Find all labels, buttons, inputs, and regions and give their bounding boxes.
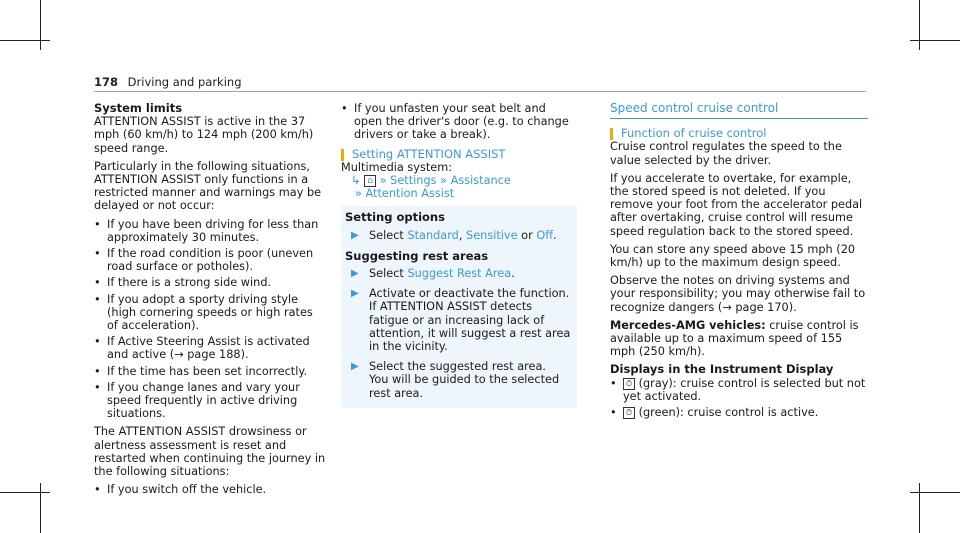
step: ▶ Select Suggest Rest Area. <box>351 267 515 281</box>
list-item: • If the road condition is poor (uneven road surface or potholes). <box>94 247 326 273</box>
list-item: • If you switch off the vehicle. <box>94 483 326 496</box>
step: ▶ Select the suggested rest area. You will be guided to the selected rest area. <box>351 360 560 400</box>
list-item: • ⏱ (gray): cruise control is selected but not yet activated. <box>610 377 868 403</box>
option-standard[interactable]: Standard <box>407 228 459 242</box>
home-icon[interactable]: ⌂ <box>364 175 376 187</box>
para-reset: The ATTENTION ASSIST drowsiness or alertness assessment is reset and restarted when continuing the journey in the following situations: <box>94 425 326 479</box>
list-item: • If the time has been set incorrectly. <box>94 365 326 378</box>
header-divider <box>94 91 866 92</box>
rest-heading: Suggesting rest areas <box>345 248 489 263</box>
chapter-title: Driving and parking <box>127 75 242 89</box>
left-column <box>94 102 326 501</box>
list-item: • ⏱ (green): cruise control is active. <box>610 406 868 419</box>
limits-list <box>94 218 326 421</box>
page-header <box>94 75 242 89</box>
nav-attention-assist[interactable]: Attention Assist <box>365 187 455 201</box>
option-sensitive[interactable]: Sensitive <box>466 228 518 242</box>
option-off[interactable]: Off <box>536 228 553 242</box>
list-item: • If Active Steering Assist is activated and active (→ page 188). <box>94 335 326 361</box>
section-title: Speed control cruise control <box>610 101 779 115</box>
system-limits-heading: System limits <box>94 101 183 115</box>
setting-heading: Setting ATTENTION ASSIST <box>341 148 577 161</box>
nav-assistance[interactable]: Assistance <box>450 174 511 188</box>
middle-column <box>341 102 577 408</box>
cruise-control-icon: ⏱ <box>623 407 635 419</box>
step-arrow-icon: ▶ <box>351 229 359 241</box>
return-arrow-icon: ↳ <box>351 174 361 188</box>
display-heading: Displays in the Instrument Display <box>610 362 834 377</box>
chevron-icon: » <box>379 174 387 188</box>
options-box <box>341 206 577 407</box>
chevron-icon: » <box>440 174 448 188</box>
amg-note: Mercedes-AMG vehicles: cruise control is available up to a maximum speed of 155 mph (250 km/h). <box>610 318 859 359</box>
list-item: • If you unfasten your seat belt and open the driver's door (e.g. to change drivers or take a break). <box>341 102 577 142</box>
multimedia-label: Multimedia system: <box>341 160 453 174</box>
nav-path <box>341 174 577 187</box>
para-restricted: Particularly in the following situations, ATTENTION ASSIST only functions in a restricted manner and warnings may be delayed or not occur: <box>94 159 322 213</box>
cruise-control-icon: ⏱ <box>623 378 635 390</box>
nav-path-2 <box>341 187 577 200</box>
options-heading: Setting options <box>345 210 445 225</box>
right-column: Speed control cruise control Function of cruise control Cruise control regulates the speed to the value selected by the driver. If you accelerate to overtake, for example, the stored speed is not deleted. If you remove your foot from the accelerator pedal after overtaking, cruise control will resume speed regulation back to the stored speed. You can store any speed above 15 mph (20 km/h) up to the maximum design speed. Observe the notes on driving systems and your responsibility; you may otherwise fail to recognize dangers (→ page 170). Mercedes-AMG vehicles: cruise control is available up to a maximum speed of 155 mph (250 km/h). Displays in the Instrument Display • ⏱ (gray): cruise control is selected but not yet activated. • ⏱ (green): cruise control is active. <box>610 102 868 424</box>
intro-text: ATTENTION ASSIST is active in the 37 mph (60 km/h) to 124 mph (200 km/h) speed range. <box>94 115 314 155</box>
step-arrow-icon: ▶ <box>351 288 359 300</box>
reset-list <box>94 483 326 496</box>
section-divider <box>610 118 868 119</box>
list-item: • If you have been driving for less than approximately 30 minutes. <box>94 218 326 244</box>
option-suggest-rest-area[interactable]: Suggest Rest Area <box>407 267 512 281</box>
step-arrow-icon: ▶ <box>351 361 359 373</box>
list-item: • If you change lanes and vary your speed frequently in active driving situations. <box>94 381 326 421</box>
chevron-icon: » <box>355 187 362 201</box>
step: ▶ Select Standard, Sensitive or Off. <box>351 228 557 242</box>
step-arrow-icon: ▶ <box>351 268 359 280</box>
page-number: 178 <box>94 75 119 89</box>
list-item: • If there is a strong side wind. <box>94 276 326 289</box>
list-item: • If you adopt a sporty driving style (high cornering speeds or high rates of acceleration). <box>94 293 326 333</box>
function-heading: Function of cruise control <box>610 127 868 140</box>
reset-list-cont <box>341 102 577 142</box>
nav-settings[interactable]: Settings <box>390 174 437 188</box>
step: ▶ Activate or deactivate the function. If ATTENTION ASSIST detects fatigue or an increasing lack of attention, it will suggest a rest area in the vicinity. <box>351 287 571 354</box>
display-list <box>610 377 868 420</box>
